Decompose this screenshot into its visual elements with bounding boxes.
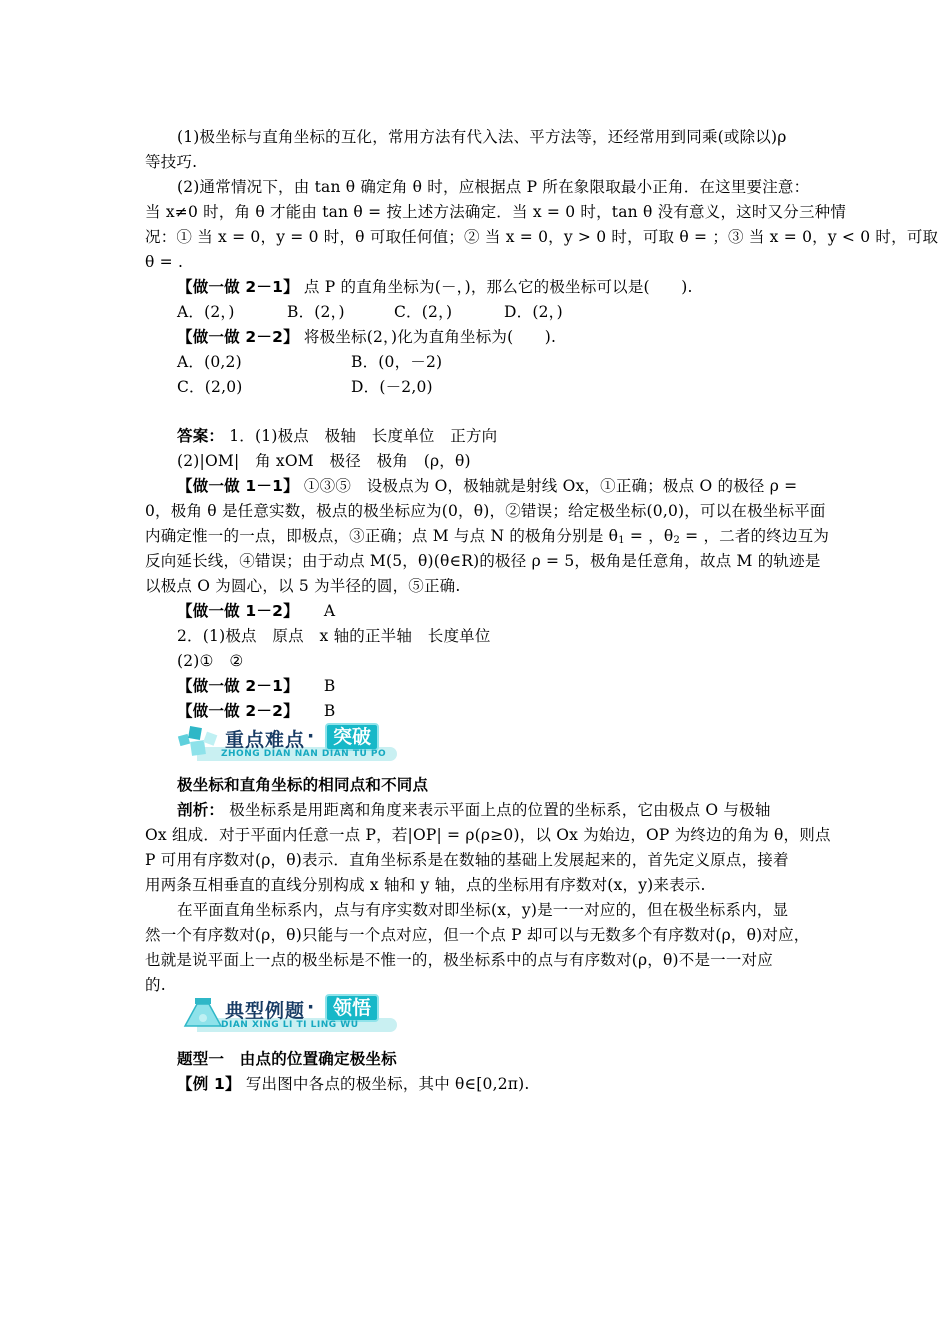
answer-text: A: [323, 602, 336, 620]
option-d: D．(－2,0): [351, 378, 433, 396]
paragraph-line: 况：① 当 x = 0，y = 0 时，θ 可取任何值；② 当 x = 0，y > 0 时，可取 θ = ；③ 当 x = 0，y < 0 时，可取: [145, 228, 939, 246]
banner-pinyin: ZHONG DIAN NAN DIAN TU PO: [221, 749, 387, 759]
exercise-label: 【做一做 2－2】: [177, 328, 299, 346]
option-d: D．(2，): [504, 303, 563, 321]
answer-text: 1．(1)极点 极轴 长度单位 正方向: [229, 427, 498, 445]
answer-line: [177, 601, 842, 621]
text-span: 内确定惟一的一点，即极点，③正确；点 M 与点 N 的极角分别是 θ: [145, 527, 619, 545]
paragraph-line: θ = .: [145, 253, 184, 271]
example-label: 【例 1】: [177, 1075, 241, 1093]
answer-line: [145, 526, 830, 551]
paragraph-line: 在平面直角坐标系内，点与有序实数对即坐标(x，y)是一一对应的，但在极坐标系内，显: [177, 901, 789, 919]
paragraph-line: P 可用有序数对(ρ，θ)表示．直角坐标系是在数轴的基础上发展起来的，首先定义原点，接着: [145, 851, 789, 869]
answer-line: [177, 676, 842, 696]
option-a: A．(0,2): [177, 353, 242, 371]
answer-line: (2)|OM| 角 xOM 极径 极角 (ρ，θ): [177, 452, 471, 470]
banner-pinyin: DIAN XING LI TI LING WU: [221, 1020, 359, 1030]
paragraph-line: 也就是说平面上一点的极坐标是不惟一的，极坐标系中的点与有序数对(ρ，θ)不是一一对应: [145, 951, 773, 969]
paragraph-line: 然一个有序数对(ρ，θ)只能与一个点对应，但一个点 P 却可以与无数多个有序数对(ρ，θ)对应，: [145, 926, 810, 944]
example-line: [177, 1074, 842, 1094]
section-banner-examples: [177, 994, 397, 1034]
banner-title: 典型例题: [225, 1000, 306, 1022]
answer-line: (2)① ②: [177, 652, 244, 670]
subscript: 1: [618, 535, 625, 546]
paragraph-line: (1)极坐标与直角坐标的互化，常用方法有代入法、平方法等，还经常用到同乘(或除以)ρ: [177, 128, 787, 146]
answer-line: [177, 701, 842, 721]
exercise-label: 【做一做 1－1】: [177, 477, 299, 495]
exercise-label: 【做一做 2－1】: [177, 278, 299, 296]
exercise-line: [177, 277, 842, 297]
section-banner-key-points: [177, 723, 397, 763]
subscript: 2: [673, 535, 681, 546]
cubes-icon: [177, 725, 227, 759]
banner-title: 重点难点: [225, 729, 306, 751]
paragraph-line: 当 x≠0 时，角 θ 才能由 tan θ = 按上述方法确定．当 x = 0 时，tan θ 没有意义，这时又分三种情: [145, 203, 847, 221]
paragraph-line: Ox 组成．对于平面内任意一点 P，若|OP| = ρ(ρ≥0)，以 Ox 为始边，OP 为终边的角为 θ，则点: [145, 826, 831, 844]
exercise-label: 【做一做 1－2】: [177, 602, 299, 620]
paragraph-line: (2)通常情况下，由 tan θ 确定角 θ 时，应根据点 P 所在象限取最小正角．在这里要注意：: [177, 178, 810, 196]
paragraph-line: 的.: [145, 976, 166, 994]
answer-line: 反向延长线，④错误；由于动点 M(5，θ)(θ∈R)的极径 ρ = 5，极角是任意角，故点 M 的轨迹是: [145, 552, 821, 570]
exercise-line: [177, 327, 842, 347]
answer-line: 以极点 O 为圆心，以 5 为半径的圆，⑤正确.: [145, 577, 461, 595]
option-c: C．(2,0): [177, 378, 243, 396]
answer-line: 2．(1)极点 原点 x 轴的正半轴 长度单位: [177, 627, 491, 645]
paragraph-line: 等技巧.: [145, 153, 198, 171]
exercise-label: 【做一做 2－1】: [177, 677, 299, 695]
section-heading: 极坐标和直角坐标的相同点和不同点: [177, 776, 429, 794]
text-span: = ，θ: [624, 527, 674, 545]
banner-dot: ·: [307, 996, 316, 1018]
banner-highlight: 突破: [325, 723, 379, 751]
example-text: 写出图中各点的极坐标，其中 θ∈[0,2π).: [245, 1075, 530, 1093]
exercise-label: 【做一做 2－2】: [177, 702, 299, 720]
analysis-text: 极坐标系是用距离和角度来表示平面上点的位置的坐标系，它由极点 O 与极轴: [229, 801, 771, 819]
answer-line: [177, 476, 842, 496]
section-heading: 题型一 由点的位置确定极坐标: [177, 1050, 397, 1068]
paragraph-line: 用两条互相垂直的直线分别构成 x 轴和 y 轴，点的坐标用有序数对(x，y)来表示.: [145, 876, 706, 894]
option-a: A．(2，): [177, 303, 235, 321]
paragraph-line: [177, 800, 842, 820]
answer-label: 答案：: [177, 427, 225, 445]
answer-line: 0，极角 θ 是任意实数，极点的极坐标应为(0，θ)，②错误；给定极坐标(0,0)，可以在极坐标平面: [145, 502, 826, 520]
answer-line: [177, 426, 842, 446]
option-b: B．(2，): [287, 303, 345, 321]
option-b: B．(0，－2): [351, 353, 443, 371]
option-c: C．(2，): [394, 303, 453, 321]
banner-dot: ·: [307, 725, 316, 747]
answer-text: ①③⑤ 设极点为 O，极轴就是射线 Ox，①正确；极点 O 的极径 ρ =: [303, 477, 798, 495]
banner-highlight: 领悟: [325, 994, 379, 1022]
text-span: = ，二者的终边互为: [680, 527, 830, 545]
answer-text: B: [323, 677, 336, 695]
exercise-text: 将极坐标(2，)化为直角坐标为( ).: [303, 328, 557, 346]
answer-text: B: [323, 702, 336, 720]
analysis-label: 剖析：: [177, 801, 225, 819]
exercise-text: 点 P 的直角坐标为(－，)，那么它的极坐标可以是( ).: [303, 278, 693, 296]
flask-icon: [177, 996, 227, 1030]
